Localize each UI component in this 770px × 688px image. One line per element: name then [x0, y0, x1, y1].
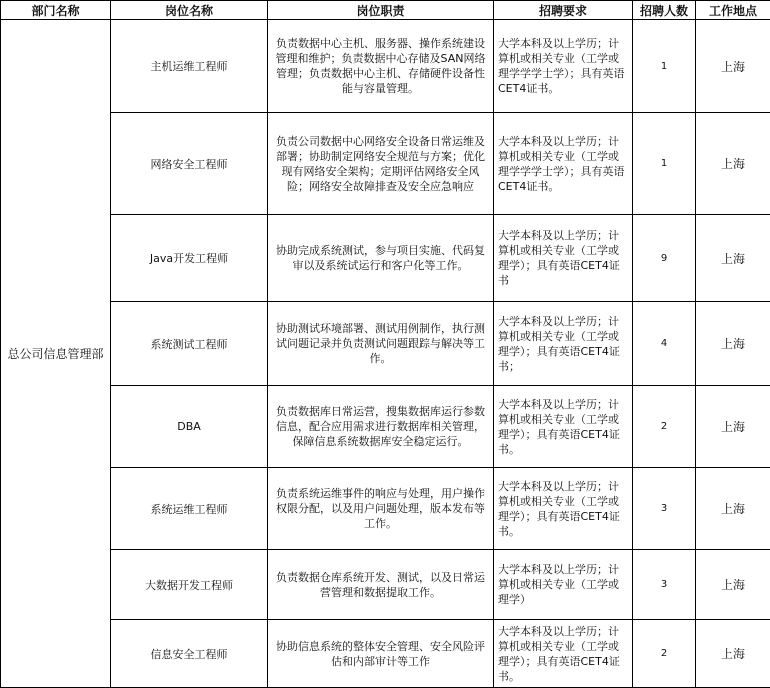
header-position: 岗位名称 — [111, 1, 268, 20]
location-cell: 上海 — [696, 386, 770, 468]
requirements-cell: 大学本科及以上学历；计算机或相关专业（工学或理学） — [494, 550, 633, 620]
duties-cell: 负责数据仓库系统开发、测试，以及日常运营管理和数据提取工作。 — [268, 550, 494, 620]
duties-cell: 负责数据中心主机、服务器、操作系统建设管理和维护；负责数据中心存储及SAN网络管理；负责数据中心主机、存储硬件设备性能与容量管理。 — [268, 20, 494, 113]
duties-cell: 协助测试环境部署、测试用例制作，执行测试问题记录并负责测试问题跟踪与解决等工作。 — [268, 302, 494, 386]
table-row — [1, 20, 770, 113]
requirements-cell: 大学本科及以上学历；计算机或相关专业（工学或理学学学士学）；具有英语CET4证书。 — [494, 113, 633, 215]
position-cell: 主机运维工程师 — [111, 20, 268, 113]
location-cell: 上海 — [696, 620, 770, 688]
location-cell: 上海 — [696, 215, 770, 302]
table-row — [1, 215, 770, 302]
requirements-cell: 大学本科及以上学历；计算机或相关专业（工学或理学学学士学）；具有英语CET4证书。 — [494, 20, 633, 113]
location-cell: 上海 — [696, 20, 770, 113]
duties-cell: 负责公司数据中心网络安全设备日常运维及部署；协助制定网络安全规范与方案；优化现有网络安全架构；定期评估网络安全风险；网络安全故障排查及安全应急响应 — [268, 113, 494, 215]
table-row — [1, 620, 770, 688]
position-cell: DBA — [111, 386, 268, 468]
position-cell: 大数据开发工程师 — [111, 550, 268, 620]
requirements-cell: 大学本科及以上学历；计算机或相关专业（工学或理学）；具有英语CET4证书； — [494, 302, 633, 386]
requirements-cell: 大学本科及以上学历；计算机或相关专业（工学或理学）；具有英语CET4证书。 — [494, 386, 633, 468]
count-cell: 3 — [633, 550, 696, 620]
position-cell: 网络安全工程师 — [111, 113, 268, 215]
table-row — [1, 468, 770, 550]
header-department: 部门名称 — [1, 1, 111, 20]
location-cell: 上海 — [696, 468, 770, 550]
count-cell: 3 — [633, 468, 696, 550]
position-cell: 信息安全工程师 — [111, 620, 268, 688]
header-location: 工作地点 — [696, 1, 770, 20]
count-cell: 9 — [633, 215, 696, 302]
count-cell: 4 — [633, 302, 696, 386]
table-row — [1, 302, 770, 386]
table-row — [1, 113, 770, 215]
department-cell: 总公司信息管理部 — [1, 20, 111, 688]
position-cell: Java开发工程师 — [111, 215, 268, 302]
duties-cell: 负责数据库日常运营，搜集数据库运行参数信息，配合应用需求进行数据库相关管理，保障信息系统数据库安全稳定运行。 — [268, 386, 494, 468]
header-row — [1, 1, 770, 20]
requirements-cell: 大学本科及以上学历；计算机或相关专业（工学或理学）；具有英语CET4证书 — [494, 215, 633, 302]
header-duties: 岗位职责 — [268, 1, 494, 20]
location-cell: 上海 — [696, 113, 770, 215]
duties-cell: 协助信息系统的整体安全管理、安全风险评估和内部审计等工作 — [268, 620, 494, 688]
header-count: 招聘人数 — [633, 1, 696, 20]
location-cell: 上海 — [696, 550, 770, 620]
count-cell: 2 — [633, 620, 696, 688]
location-cell: 上海 — [696, 302, 770, 386]
requirements-cell: 大学本科及以上学历；计算机或相关专业（工学或理学）；具有英语CET4证书。 — [494, 620, 633, 688]
count-cell: 1 — [633, 113, 696, 215]
count-cell: 1 — [633, 20, 696, 113]
header-requirements: 招聘要求 — [494, 1, 633, 20]
count-cell: 2 — [633, 386, 696, 468]
position-cell: 系统测试工程师 — [111, 302, 268, 386]
requirements-cell: 大学本科及以上学历；计算机或相关专业（工学或理学）；具有英语CET4证书。 — [494, 468, 633, 550]
table-row — [1, 550, 770, 620]
table-row — [1, 386, 770, 468]
duties-cell: 协助完成系统测试，参与项目实施、代码复审以及系统试运行和客户化等工作。 — [268, 215, 494, 302]
duties-cell: 负责系统运维事件的响应与处理，用户操作权限分配，以及用户问题处理，版本发布等工作。 — [268, 468, 494, 550]
position-cell: 系统运维工程师 — [111, 468, 268, 550]
